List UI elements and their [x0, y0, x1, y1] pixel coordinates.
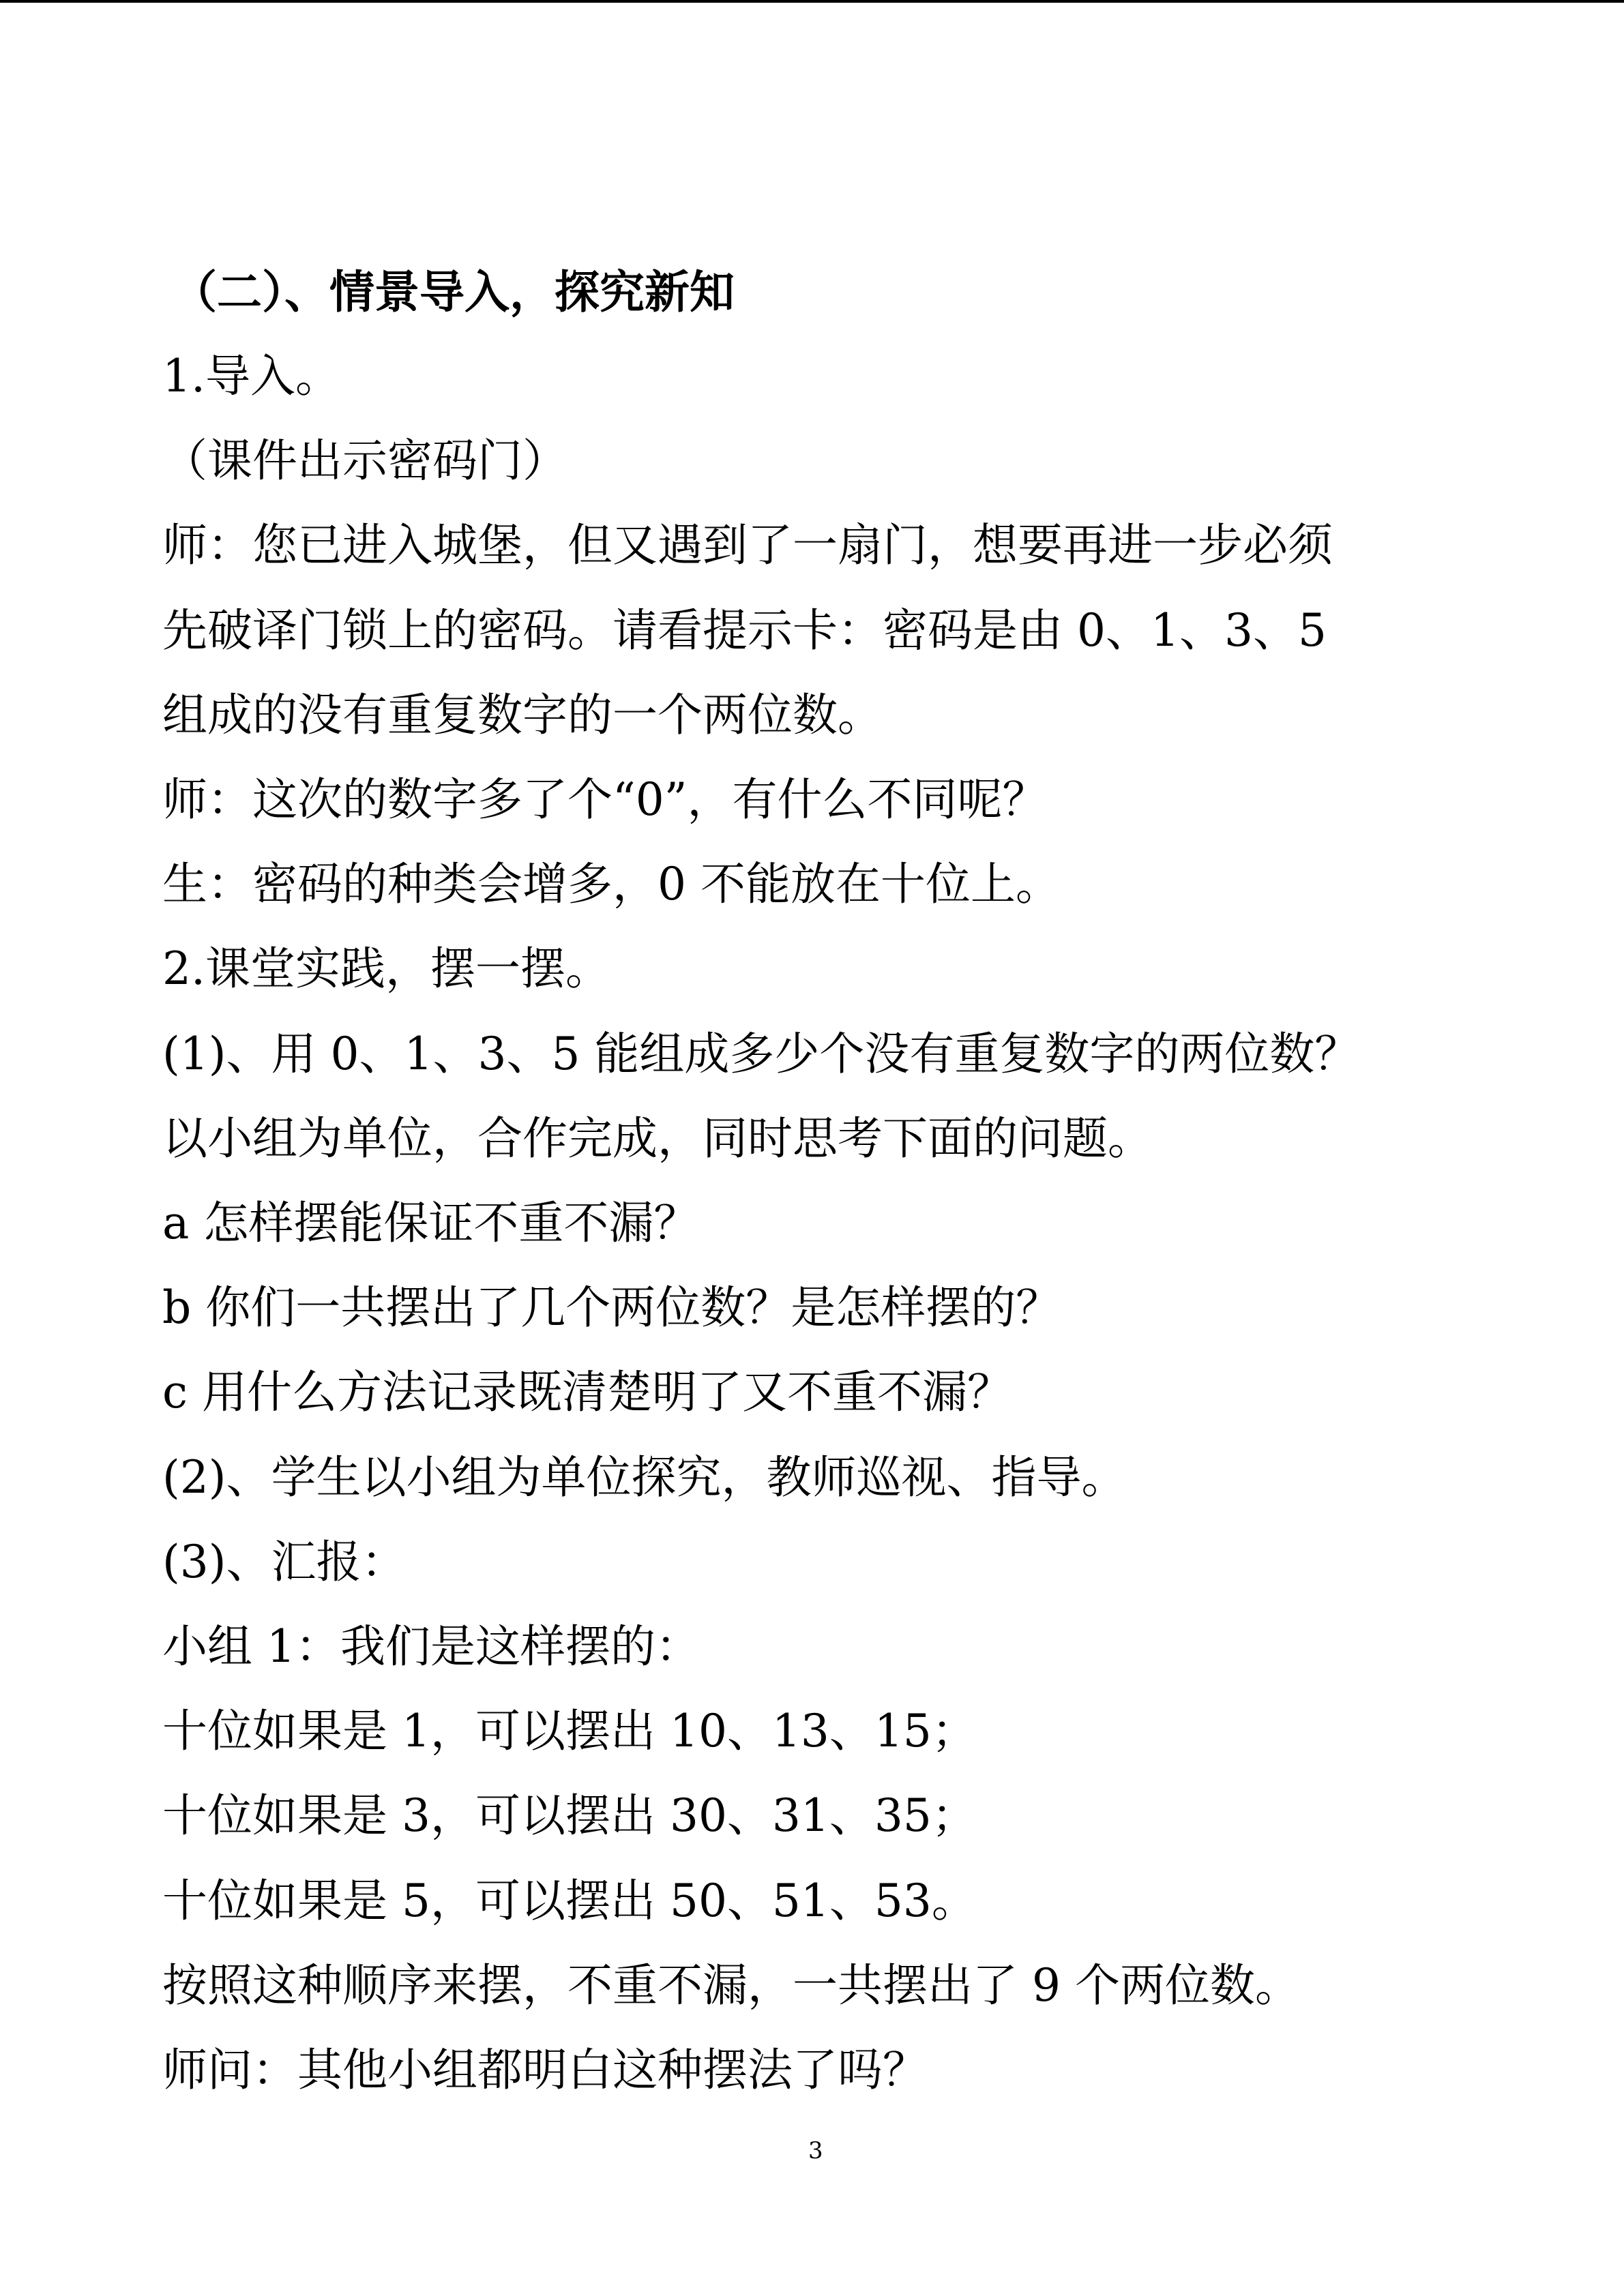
body-line: b 你们一共摆出了几个两位数？是怎样摆的？ [162, 1281, 1061, 1334]
page-number: 3 [808, 2137, 823, 2164]
body-line: 组成的没有重复数字的一个两位数。 [162, 689, 883, 741]
body-line: 先破译门锁上的密码。请看提示卡：密码是由 0、1、3、5 [162, 604, 1327, 657]
body-line: (3)、汇报： [162, 1536, 407, 1588]
body-line: (1)、用 0、1、3、5 能组成多少个没有重复数字的两位数？ [162, 1028, 1360, 1080]
section-heading: （二）、情景导入，探究新知 [172, 265, 735, 318]
body-line: 十位如果是 5，可以摆出 50、51、53。 [162, 1875, 977, 1927]
body-line: 1.导入。 [162, 350, 340, 402]
body-line: 十位如果是 3，可以摆出 30、31、35； [162, 1789, 977, 1842]
body-line: 师：这次的数字多了个“0”，有什么不同呢？ [162, 773, 1048, 826]
body-line: 以小组为单位，合作完成，同时思考下面的问题。 [162, 1112, 1153, 1165]
body-line: 师：您已进入城堡，但又遇到了一扇门，想要再进一步必须 [162, 519, 1333, 571]
body-line: 按照这种顺序来摆，不重不漏，一共摆出了 9 个两位数。 [162, 1959, 1300, 2012]
body-line: 小组 1：我们是这样摆的： [162, 1620, 700, 1673]
body-line: 2.课堂实践，摆一摆。 [162, 942, 610, 995]
body-line: (2)、学生以小组为单位探究，教师巡视、指导。 [162, 1451, 1127, 1504]
body-line: 生：密码的种类会增多，0 不能放在十位上。 [162, 858, 1061, 910]
body-line: c 用什么方法记录既清楚明了又不重不漏？ [162, 1366, 1012, 1418]
body-line: （课件出示密码门） [162, 434, 567, 487]
body-line: 十位如果是 1，可以摆出 10、13、15； [162, 1705, 977, 1757]
body-line: a 怎样摆能保证不重不漏？ [162, 1197, 699, 1249]
body-line: 师问：其他小组都明白这种摆法了吗？ [162, 2044, 928, 2096]
